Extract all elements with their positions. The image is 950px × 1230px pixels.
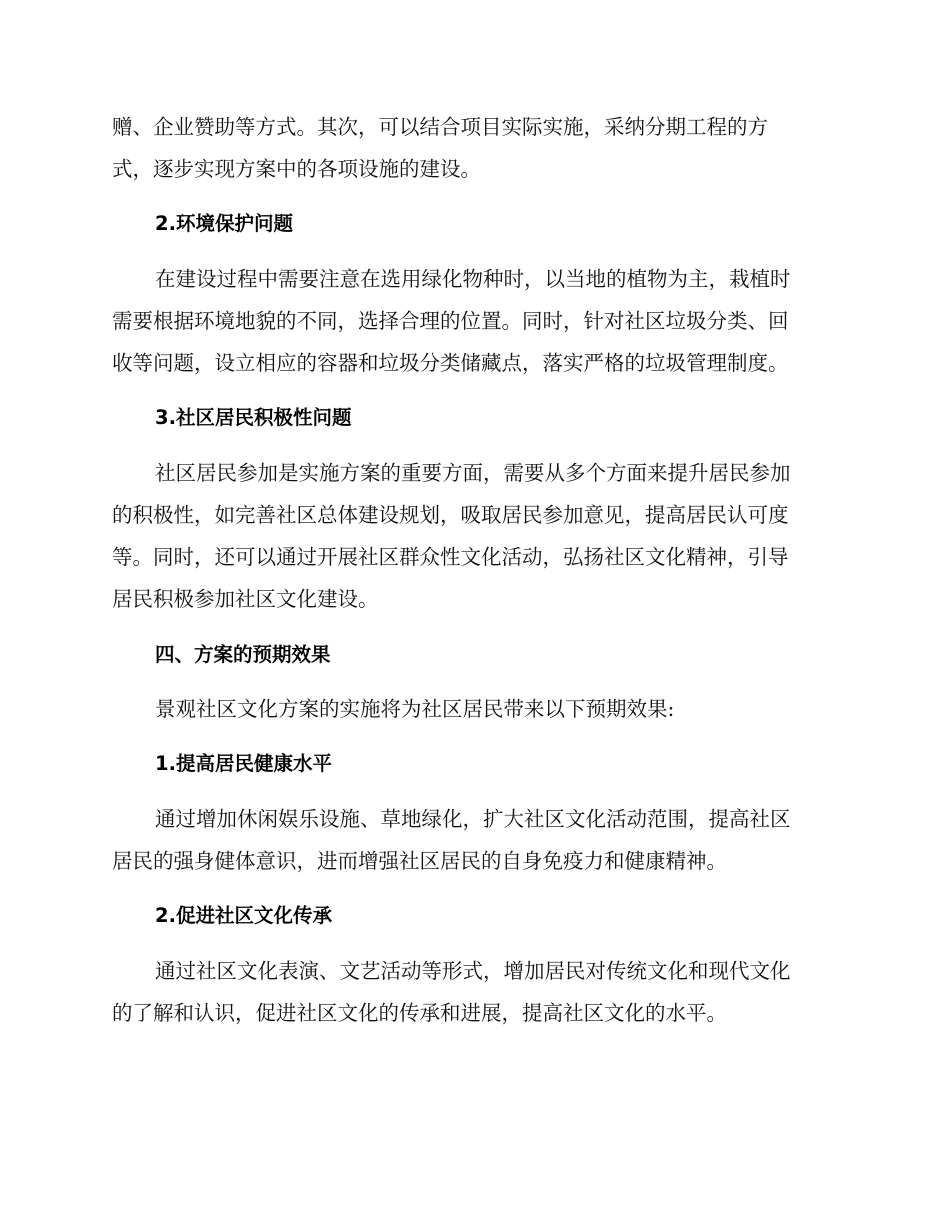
paragraph-line: 的积极性，如完善社区总体建设规划，吸取居民参加意见，提高居民认可度: [112, 503, 789, 527]
chapter-heading: 四、方案的预期效果: [155, 643, 331, 666]
section-heading: 2.环境保护问题: [155, 212, 293, 235]
paragraph-line: 赠、企业赞助等方式。其次，可以结合项目实际实施，采纳分期工程的方: [112, 115, 768, 139]
paragraph-line: 的了解和认识，促进社区文化的传承和进展，提高社区文化的水平。: [112, 1001, 727, 1025]
section-heading: 2.促进社区文化传承: [155, 904, 332, 927]
paragraph-line: 收等问题，设立相应的容器和垃圾分类储藏点，落实严格的垃圾管理制度。: [112, 351, 789, 375]
paragraph-line: 居民积极参加社区文化建设。: [112, 587, 379, 611]
paragraph-line: 需要根据环境地貌的不同，选择合理的位置。同时，针对社区垃圾分类、回: [112, 309, 789, 333]
paragraph-line: 式，逐步实现方案中的各项设施的建设。: [112, 157, 481, 181]
paragraph-line: 景观社区文化方案的实施将为社区居民带来以下预期效果:: [155, 697, 675, 721]
paragraph-line: 在建设过程中需要注意在选用绿化物种时，以当地的植物为主，栽植时: [155, 267, 791, 291]
paragraph-line: 通过社区文化表演、文艺活动等形式，增加居民对传统文化和现代文化: [155, 959, 791, 983]
paragraph-line: 通过增加休闲娱乐设施、草地绿化，扩大社区文化活动范围，提高社区: [155, 807, 791, 831]
paragraph-line: 居民的强身健体意识，进而增强社区居民的自身免疫力和健康精神。: [112, 849, 727, 873]
paragraph-line: 等。同时，还可以通过开展社区群众性文化活动，弘扬社区文化精神，引导: [112, 545, 789, 569]
paragraph-line: 社区居民参加是实施方案的重要方面，需要从多个方面来提升居民参加: [155, 461, 791, 485]
section-heading: 1.提高居民健康水平: [155, 752, 332, 775]
section-heading: 3.社区居民积极性问题: [155, 406, 352, 429]
